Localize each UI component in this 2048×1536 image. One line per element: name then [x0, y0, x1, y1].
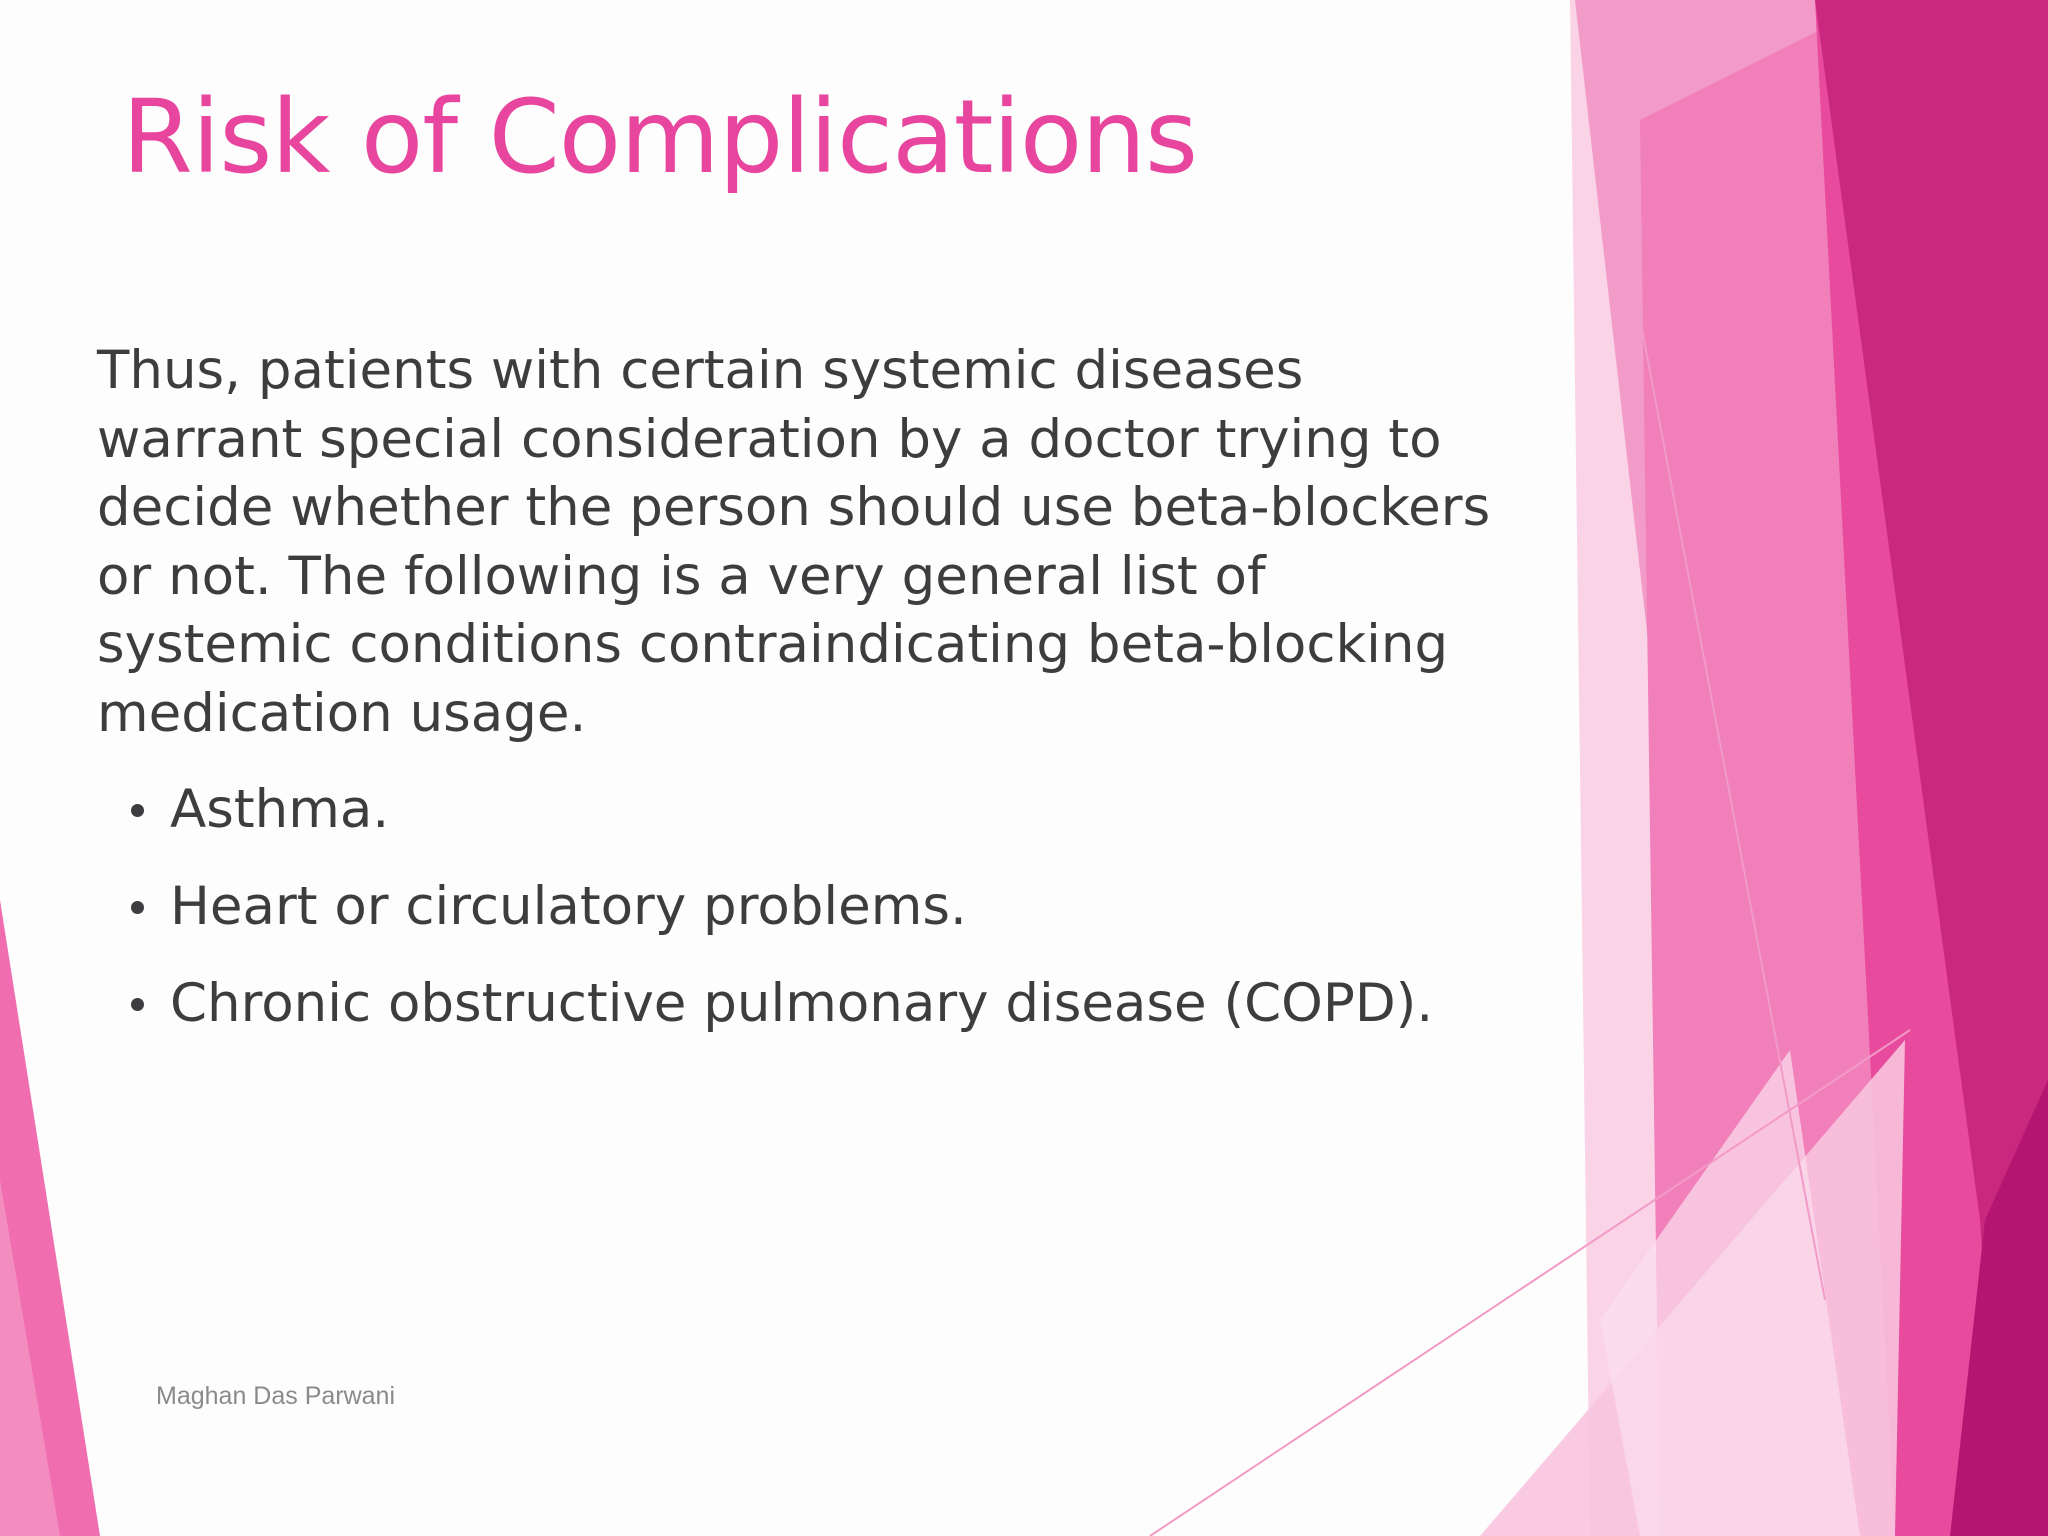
slide-title: Risk of Complications: [122, 78, 1198, 197]
footer-author: Maghan Das Parwani: [156, 1382, 396, 1410]
bullet-icon: [131, 804, 144, 817]
list-item-text: Chronic obstructive pulmonary disease (COPD).: [170, 973, 1434, 1034]
bullet-list: [97, 774, 1433, 1065]
list-item-text: Asthma.: [170, 779, 390, 840]
list-item: [97, 968, 1433, 1065]
bullet-icon: [131, 901, 144, 914]
list-item: [97, 871, 1433, 968]
list-item: [97, 774, 1433, 871]
body-paragraph: Thus, patients with certain systemic diseases warrant special consideration by a doctor trying to decide whether the person should use beta-blockers or not. The following is a very general list of systemic conditions contraindicating beta-blocking medication usage.: [97, 340, 1491, 744]
list-item-text: Heart or circulatory problems.: [170, 876, 967, 937]
bullet-icon: [131, 998, 144, 1011]
